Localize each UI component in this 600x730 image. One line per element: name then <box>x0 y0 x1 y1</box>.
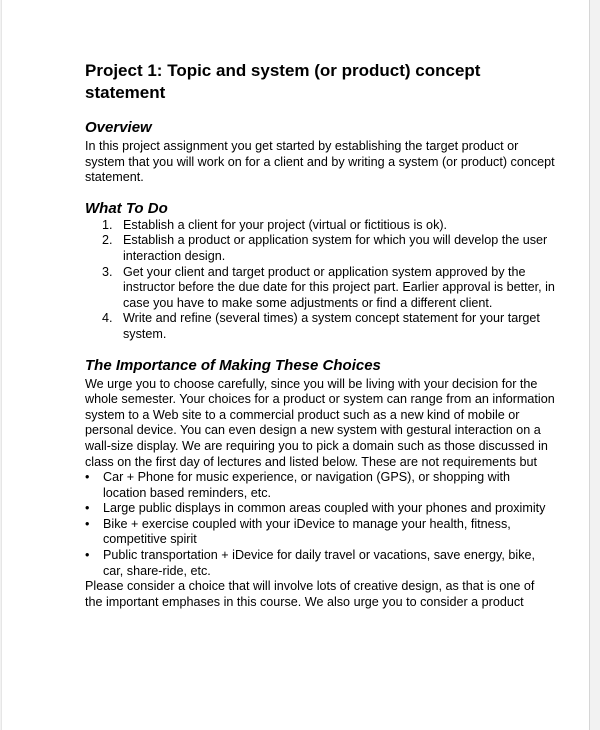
list-item-number: 1. <box>102 217 113 232</box>
list-item-text: Get your client and target product or application system approved by the instructor before the due date for this project part. Earlier approval is better, in case you have to make some adjustments or find a different client. <box>123 264 555 310</box>
bullet-icon: • <box>85 548 90 563</box>
list-item-number: 4. <box>102 311 113 326</box>
closing-paragraph: Please consider a choice that will involve lots of creative design, as that is one of the important emphases in this course. We also urge you to consider a product <box>85 579 535 609</box>
document-content <box>85 60 555 610</box>
list-item <box>85 548 555 579</box>
list-item <box>85 517 555 548</box>
importance-heading: The Importance of Making These Choices <box>85 356 381 374</box>
title-line-2: statement <box>85 83 166 102</box>
document-page <box>1 0 590 730</box>
list-item-text: Establish a product or application system for which you will develop the user interaction design. <box>123 233 548 263</box>
list-item-text: Car + Phone for music experience, or navigation (GPS), or shopping with location based reminders, etc. <box>103 470 511 500</box>
overview-paragraph: In this project assignment you get started by establishing the target product or system that you will work on for a client and by writing a system (or product) concept statement. <box>85 139 555 185</box>
bullet-icon: • <box>85 501 90 516</box>
bullet-icon: • <box>85 470 90 485</box>
importance-paragraph: We urge you to choose carefully, since you will be living with your decision for the whole semester. Your choices for a product or system can range from an information system to a Web site to a commercial product such as a new kind of mobile or personal device. You can even design a new system with gestural interaction on a wall-size display. We are requiring you to pick a domain such as those discussed in class on the first day of lectures and listed below. These are not requirements but <box>85 376 555 469</box>
title-line-1: Project 1: Topic and system (or product) concept <box>85 61 481 80</box>
bullet-icon: • <box>85 516 90 531</box>
list-item <box>85 470 555 501</box>
list-item <box>85 265 555 312</box>
domain-examples-list <box>85 470 555 579</box>
list-item-text: Public transportation + iDevice for daily travel or vacations, save energy, bike, car, share-ride, etc. <box>103 548 536 578</box>
what-to-do-list <box>85 218 555 343</box>
list-item-text: Large public displays in common areas coupled with your phones and proximity <box>103 501 546 516</box>
list-item <box>85 233 555 264</box>
what-to-do-heading: What To Do <box>85 199 168 217</box>
list-item-number: 2. <box>102 233 113 248</box>
list-item-text: Establish a client for your project (virtual or fictitious is ok). <box>123 217 448 232</box>
list-item-text: Bike + exercise coupled with your iDevice to manage your health, fitness, competitive spirit <box>103 516 511 547</box>
overview-heading: Overview <box>85 119 152 136</box>
document-title <box>85 60 555 104</box>
list-item <box>85 311 555 342</box>
list-item-text: Write and refine (several times) a system concept statement for your target system. <box>123 311 540 341</box>
list-item <box>85 501 555 517</box>
list-item <box>85 218 555 234</box>
list-item-number: 3. <box>102 264 113 279</box>
